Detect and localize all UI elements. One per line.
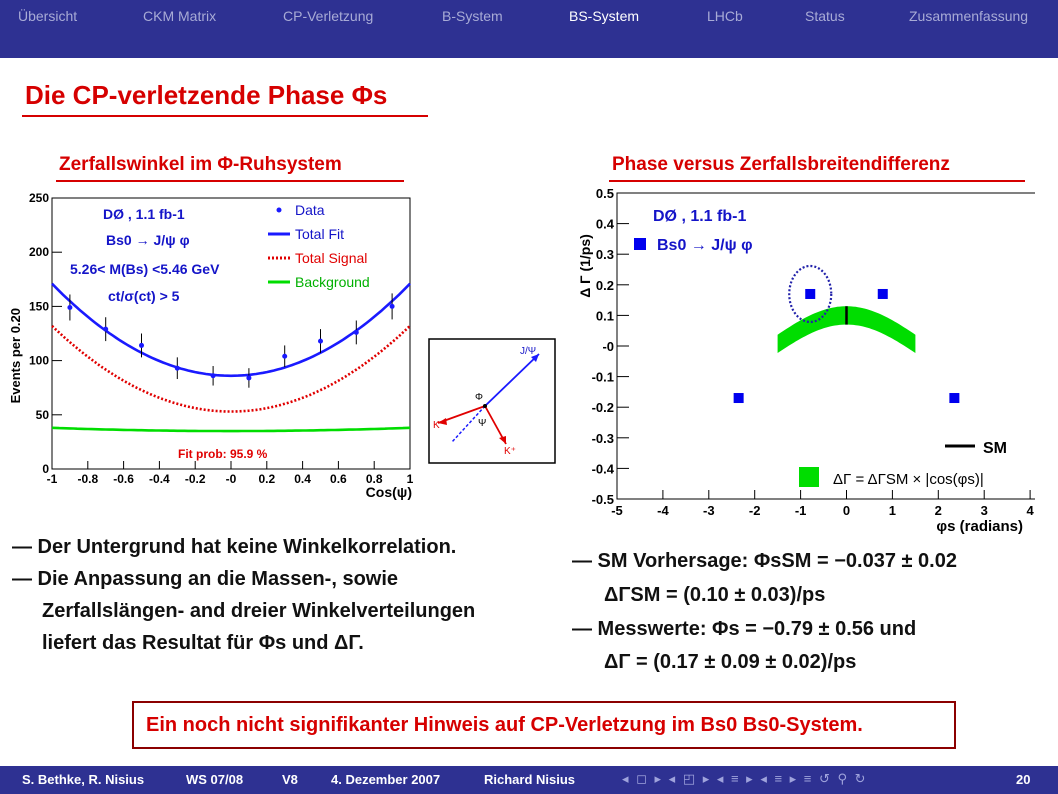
x-tick-label: 0.8 <box>365 472 383 486</box>
nav-item-bs-system[interactable]: BS-System <box>569 8 640 24</box>
measurement-point <box>949 393 959 403</box>
data-point <box>354 330 359 335</box>
angle-definition-diagram <box>428 338 556 464</box>
y-tick-label: -0 <box>602 339 614 354</box>
measurement-point <box>805 289 815 299</box>
x-tick-label: -0.4 <box>149 472 170 486</box>
y-tick-label: -0.3 <box>591 430 614 446</box>
legend-total-signal: Total Signal <box>295 250 368 266</box>
x-tick-label: -2 <box>748 503 761 518</box>
footer-authors: S. Bethke, R. Nisius <box>22 772 145 787</box>
footer-page-number: 20 <box>1016 772 1031 787</box>
y-tick-label: -0.5 <box>591 492 614 507</box>
footer-date: 4. Dezember 2007 <box>331 772 441 787</box>
data-point <box>390 304 395 309</box>
x-axis-label: Cos(ψ) <box>365 484 412 500</box>
bullet-fit-line2: Zerfallslängen- and dreier Winkelverteilungen <box>42 600 476 622</box>
psi-label: Ψ <box>478 418 487 429</box>
bullet-sm-prediction: — SM Vorhersage: ΦsSM = −0.037 ± 0.02 <box>572 550 957 572</box>
footer-speaker: Richard Nisius <box>484 772 576 787</box>
measurement-point <box>878 289 888 299</box>
conclusion-box <box>132 701 956 749</box>
bullet-background: — Der Untergrund hat keine Winkelkorrelation. <box>12 536 457 558</box>
decay-angle-chart <box>0 186 425 506</box>
bullet-fit-line1: — Die Anpassung an die Massen-, sowie <box>12 568 399 590</box>
right-heading-underline <box>609 180 1025 182</box>
x-tick-label: 4 <box>1026 503 1034 518</box>
info-experiment: DØ , 1.1 fb-1 <box>103 206 185 222</box>
nav-item-uebersicht[interactable]: Übersicht <box>18 8 78 24</box>
nav-item-zusammenfassung[interactable]: Zusammenfassung <box>909 8 1029 24</box>
x-tick-label: -1 <box>794 503 807 518</box>
legend-band: ΔΓ = ΔΓSM × |cos(φs)| <box>833 471 984 488</box>
nav-item-status[interactable]: Status <box>805 8 845 24</box>
nav-item-ckm-matrix[interactable]: CKM Matrix <box>143 8 217 24</box>
info-lifetime-cut: ct/σ(ct) > 5 <box>108 288 180 304</box>
top-navigation <box>0 0 1058 58</box>
y-tick-label: 0.4 <box>595 216 614 232</box>
kplus-label: K⁺ <box>504 446 516 457</box>
y-tick-label: 0.5 <box>595 186 614 201</box>
x-tick-label: -3 <box>703 503 715 518</box>
info-experiment: DØ , 1.1 fb-1 <box>653 208 747 225</box>
bullet-sm-width: ΔΓSM = (0.10 ± 0.03)/ps <box>604 584 826 606</box>
footer-lecture: V8 <box>282 772 298 787</box>
x-tick-label: 0.2 <box>258 472 276 486</box>
y-tick-label: 150 <box>28 299 49 314</box>
legend-sm: SM <box>983 440 1007 457</box>
x-tick-label: -5 <box>611 503 623 518</box>
bullet-measured-width: ΔΓ = (0.17 ± 0.09 ± 0.02)/ps <box>604 651 857 673</box>
x-tick-label: 1 <box>888 503 897 518</box>
phi-label: Φ <box>475 392 483 403</box>
y-tick-label: 0 <box>42 462 49 476</box>
y-tick-label: 0.1 <box>595 308 614 324</box>
jpsi-label: J/Ψ <box>520 346 537 357</box>
footer-semester: WS 07/08 <box>186 772 244 787</box>
y-axis-label: Δ Γ (1/ps) <box>577 234 593 298</box>
x-tick-label: -4 <box>657 503 669 518</box>
conclusion-text: Ein noch nicht signifikanter Hinweis auf CP-Verletzung im Bs0 Bs0-System. <box>146 714 863 736</box>
data-point <box>282 354 287 359</box>
y-tick-label: 100 <box>28 353 49 368</box>
x-tick-label: 0.4 <box>294 472 311 486</box>
x-tick-label: 1 <box>406 472 414 486</box>
measurement-point <box>734 393 744 403</box>
y-tick-label: 250 <box>28 191 49 205</box>
x-tick-label: -0 <box>225 472 237 486</box>
data-point <box>211 373 216 378</box>
nav-item-b-system[interactable]: B-System <box>442 8 503 24</box>
y-tick-label: 50 <box>35 407 49 422</box>
fit-probability: Fit prob: 95.9 % <box>178 447 268 461</box>
phase-vs-width-chart <box>565 186 1035 536</box>
x-tick-label: 0 <box>842 503 851 518</box>
info-decay: Bs0 → J/ψ φ <box>106 232 190 248</box>
data-point <box>318 339 323 344</box>
y-tick-label: -0.4 <box>591 461 614 477</box>
beamer-navigation-icons[interactable]: ◂ ◻ ▸ ◂ ◰ ▸ ◂ ≡ ▸ ◂ ≡ ▸ ≡ ↺ ⚲ ↻ <box>622 771 868 786</box>
bullet-measured-phase: — Messwerte: Φs = −0.79 ± 0.56 und <box>572 618 917 640</box>
slide-title: Die CP-verletzende Phase Φs <box>25 80 388 110</box>
legend-total-fit: Total Fit <box>295 226 345 242</box>
legend-background: Background <box>295 274 370 290</box>
y-tick-label: 200 <box>28 245 49 260</box>
x-tick-label: -0.8 <box>77 472 99 486</box>
title-underline <box>22 115 428 117</box>
x-axis-label: φs (radians) <box>936 518 1023 535</box>
info-decay: Bs0 → J/ψ φ <box>657 237 753 254</box>
legend-data-marker <box>277 208 282 213</box>
kminus-label: K⁻ <box>433 420 445 431</box>
y-tick-label: -0.2 <box>591 400 614 416</box>
legend-data: Data <box>295 202 325 218</box>
x-tick-label: 2 <box>934 503 942 518</box>
left-heading-underline <box>56 180 404 182</box>
y-tick-label: -0.1 <box>591 369 614 385</box>
nav-item-cp-verletzung[interactable]: CP-Verletzung <box>283 8 374 24</box>
data-point <box>246 375 251 380</box>
y-tick-label: 0.2 <box>595 277 614 293</box>
footer-bar <box>0 766 1058 794</box>
data-point <box>175 366 180 371</box>
data-point <box>67 305 72 310</box>
x-tick-label: -0.6 <box>113 472 134 486</box>
y-axis-label: Events per 0.20 <box>8 308 23 404</box>
nav-item-lhcb[interactable]: LHCb <box>707 8 743 24</box>
right-panel-heading: Phase versus Zerfallsbreitendifferenz <box>612 154 950 175</box>
legend-band-swatch <box>799 467 819 487</box>
data-point <box>139 343 144 348</box>
bullet-fit-line3: liefert das Resultat für Φs und ΔΓ. <box>42 632 364 654</box>
data-point <box>103 327 108 332</box>
info-point-marker <box>634 238 646 250</box>
x-tick-label: 0.6 <box>330 472 347 486</box>
left-panel-heading: Zerfallswinkel im Φ-Ruhsystem <box>59 154 342 175</box>
x-tick-label: 3 <box>980 503 988 518</box>
y-tick-label: 0.3 <box>595 247 614 263</box>
x-tick-label: -0.2 <box>184 472 206 486</box>
x-tick-label: -1 <box>46 472 58 486</box>
info-mass-cut: 5.26< M(Bs) <5.46 GeV <box>70 261 220 277</box>
